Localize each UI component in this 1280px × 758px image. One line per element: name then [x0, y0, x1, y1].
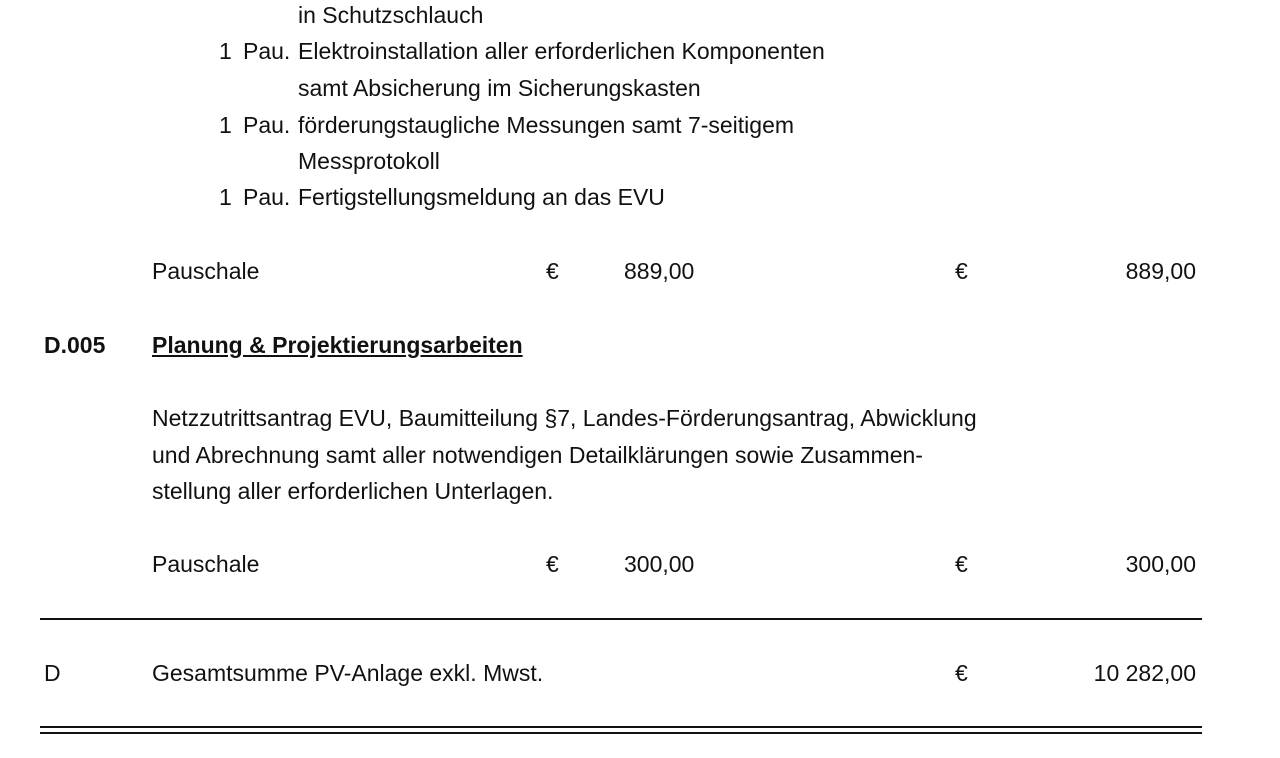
position-code: D.005 — [44, 332, 106, 358]
list-item-continuation: in Schutzschlauch — [298, 2, 484, 28]
currency-symbol: € — [955, 258, 968, 284]
list-item-qty: 1 — [219, 184, 232, 210]
double-rule-bottom — [40, 732, 1202, 734]
summary-label: Gesamtsumme PV-Anlage exkl. Mwst. — [152, 660, 544, 686]
position-title: Planung & Projektierungsarbeiten — [152, 332, 523, 358]
list-item-text: förderungstaugliche Messungen samt 7-seitigem — [298, 112, 795, 138]
summary-code: D — [44, 660, 61, 686]
unit-price: 300,00 — [624, 551, 695, 577]
section-divider — [40, 618, 1202, 620]
list-item-text: samt Absicherung im Sicherungskasten — [298, 75, 701, 101]
currency-symbol: € — [955, 660, 968, 686]
currency-symbol: € — [955, 551, 968, 577]
price-label: Pauschale — [152, 551, 260, 577]
list-item-qty: 1 — [219, 112, 232, 138]
list-item-unit: Pau. — [243, 184, 291, 210]
grand-total: 10 282,00 — [1093, 660, 1196, 686]
list-item-text: Elektroinstallation aller erforderlichen Komponenten — [298, 38, 825, 64]
list-item-text: Fertigstellungsmeldung an das EVU — [298, 184, 665, 210]
line-total: 300,00 — [1125, 551, 1196, 577]
double-rule-top — [40, 726, 1202, 728]
list-item-unit: Pau. — [243, 112, 291, 138]
currency-symbol: € — [546, 258, 559, 284]
line-total: 889,00 — [1125, 258, 1196, 284]
price-label: Pauschale — [152, 258, 260, 284]
list-item-qty: 1 — [219, 38, 232, 64]
list-item-unit: Pau. — [243, 38, 291, 64]
position-description-line: Netzzutrittsantrag EVU, Baumitteilung §7, Landes-Förderungsantrag, Abwicklung — [152, 405, 977, 431]
unit-price: 889,00 — [624, 258, 695, 284]
position-description-line: und Abrechnung samt aller notwendigen Detailklärungen sowie Zusammen- — [152, 442, 923, 468]
list-item-text: Messprotokoll — [298, 148, 440, 174]
position-description-line: stellung aller erforderlichen Unterlagen. — [152, 478, 554, 504]
currency-symbol: € — [546, 551, 559, 577]
